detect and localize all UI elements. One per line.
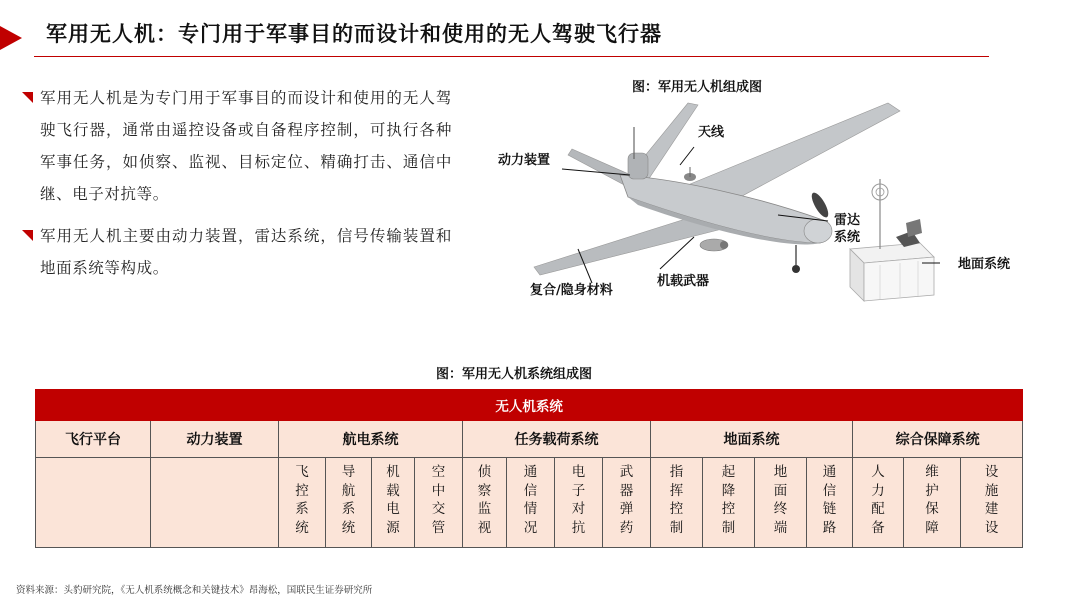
figure2-caption: 图：军用无人机系统组成图 [436, 367, 593, 382]
table-header: 无人机系统 [36, 390, 1023, 421]
subitem-cell: 地面终端 [755, 458, 807, 548]
subitem-cell: 指挥控制 [651, 458, 703, 548]
label-ground-system: 地面系统 [958, 257, 1011, 272]
subitem-cell: 人力配备 [853, 458, 904, 548]
ground-station-box [850, 179, 934, 301]
subitem-cell: 电子对抗 [555, 458, 603, 548]
category-cell: 飞行平台 [36, 421, 151, 458]
subitem-cell: 导航系统 [326, 458, 372, 548]
subitem-row [36, 458, 1023, 548]
subitem-cell: 通信情况 [507, 458, 555, 548]
label-antenna: 天线 [698, 125, 725, 140]
subitem-cell: 设施建设 [961, 458, 1023, 548]
category-cell: 综合保障系统 [853, 421, 1023, 458]
subitem-cell: 飞控系统 [279, 458, 326, 548]
category-row [36, 421, 1023, 458]
title-divider [34, 56, 989, 57]
bullet-marker-icon [22, 92, 33, 103]
subitem-cell: 维护保障 [904, 458, 961, 548]
subitem-cell: 起降控制 [703, 458, 755, 548]
label-material: 复合/隐身材料 [530, 283, 613, 298]
subitem-cell: 侦察监视 [463, 458, 507, 548]
bullet-marker-icon [22, 230, 33, 241]
category-cell: 动力装置 [151, 421, 279, 458]
bullet-paragraph-2 [22, 220, 452, 284]
system-composition-table [35, 389, 1023, 548]
subitem-cell: 武器弹药 [603, 458, 651, 548]
category-cell: 地面系统 [651, 421, 853, 458]
bullet-text-2: 军用无人机主要由动力装置，雷达系统，信号传输装置和地面系统等构成。 [40, 227, 452, 277]
label-radar-line1: 雷达 [834, 213, 861, 228]
source-note: 资料来源：头豹研究院，《无人机系统概念和关键技术》昂海松，国联民生证券研究所 [16, 585, 373, 596]
title-marker [0, 26, 22, 50]
label-power-unit: 动力装置 [498, 153, 551, 168]
subitem-cell: 机载电源 [372, 458, 415, 548]
subitem-cell [36, 458, 151, 548]
subitem-cell [151, 458, 279, 548]
page-title: 军用无人机：专门用于军事目的而设计和使用的无人驾驶飞行器 [46, 21, 662, 46]
category-cell: 任务载荷系统 [463, 421, 651, 458]
figure1-caption: 图：军用无人机组成图 [632, 80, 763, 95]
subitem-cell: 通信链路 [807, 458, 853, 548]
category-cell: 航电系统 [279, 421, 463, 458]
subitem-cell: 空中交管 [415, 458, 463, 548]
bullet-paragraph-1 [22, 82, 452, 210]
label-weapons: 机载武器 [657, 274, 710, 289]
label-radar-line2: 系统 [834, 230, 861, 245]
table-header-row [36, 390, 1023, 421]
bullet-text-1: 军用无人机是为专门用于军事目的而设计和使用的无人驾驶飞行器，通常由遥控设备或自备程序控制，可执行各种军事任务，如侦察、监视、目标定位、精确打击、通信中继、电子对抗等。 [40, 89, 452, 203]
